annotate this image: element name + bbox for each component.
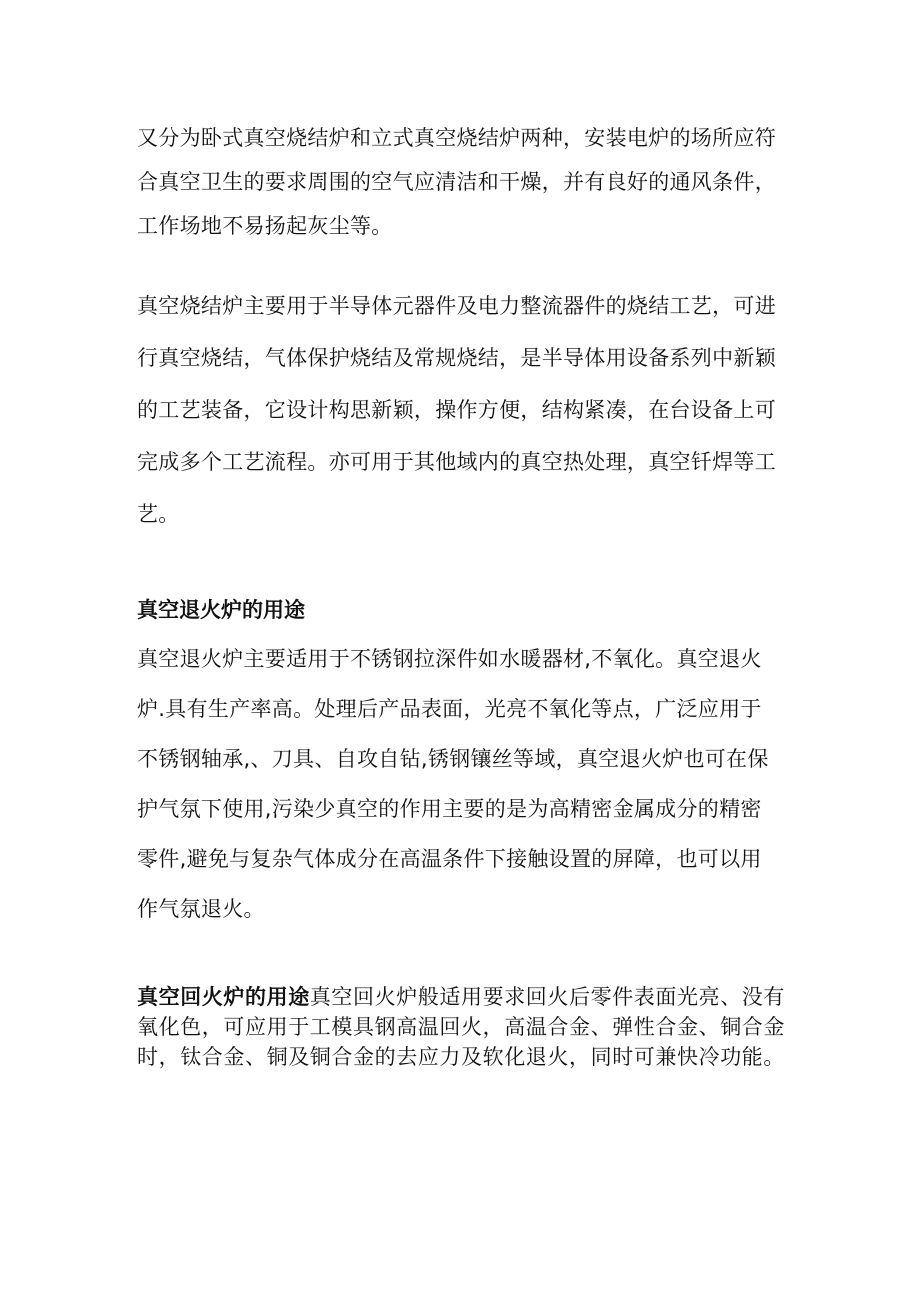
- paragraph-sintering-furnace: [137, 280, 792, 540]
- text-line: 又分为卧式真空烧结炉和立式真空烧结炉两种，安装电炉的场所应符: [137, 126, 776, 150]
- text-line: 真空退火炉主要适用于不锈钢拉深件如水暖器材,不氧化。真空退火: [137, 647, 762, 671]
- text-line: 艺。: [137, 502, 180, 526]
- text-line: 合真空卫生的要求周围的空气应清洁和干燥，并有良好的通风条件，: [137, 170, 776, 194]
- section-heading-annealing: 真空退火炉的用途: [137, 598, 305, 622]
- text-line: 行真空烧结，气体保护烧结及常规烧结，是半导体用设备系列中新颖: [137, 346, 776, 370]
- tempering-first-line-text: 真空回火炉般适用要求回火后零件表面光亮、没有: [309, 985, 786, 1009]
- text-line: 的工艺装备，它设计构思新颖，操作方便，结构紧凑，在台设备上可: [137, 398, 776, 422]
- text-line: 护气氛下使用,污染少真空的作用主要的是为高精密金属成分的精密: [137, 797, 762, 821]
- text-line: 工作场地不易扬起灰尘等。: [137, 214, 393, 238]
- section-heading-tempering: 真空回火炉的用途: [137, 985, 310, 1009]
- text-line: 时，钛合金、铜及铜合金的去应力及软化退火，同时可兼快冷功能。: [137, 1045, 785, 1069]
- paragraph-tempering-furnace: [137, 982, 792, 1072]
- text-line: [137, 982, 792, 1012]
- text-line: 氧化色，可应用于工模具钢高温回火，高温合金、弹性合金、铜合金: [137, 1015, 785, 1039]
- text-line: 不锈钢轴承,、刀具、自攻自钻,锈钢镶丝等域，真空退火炉也可在保: [137, 747, 769, 771]
- paragraph-furnace-types: [137, 116, 792, 248]
- text-line: 作气氛退火。: [137, 897, 265, 921]
- text-line: 零件,避免与复杂气体成分在高温条件下接触设置的屏障，也可以用: [137, 847, 762, 871]
- paragraph-annealing-furnace: [137, 634, 792, 934]
- text-line: 完成多个工艺流程。亦可用于其他域内的真空热处理，真空钎焊等工: [137, 450, 776, 474]
- text-line: 炉.具有生产率高。处理后产品表面，光亮不氧化等点，广泛应用于: [137, 697, 762, 721]
- text-line: 真空烧结炉主要用于半导体元器件及电力整流器件的烧结工艺，可进: [137, 294, 776, 318]
